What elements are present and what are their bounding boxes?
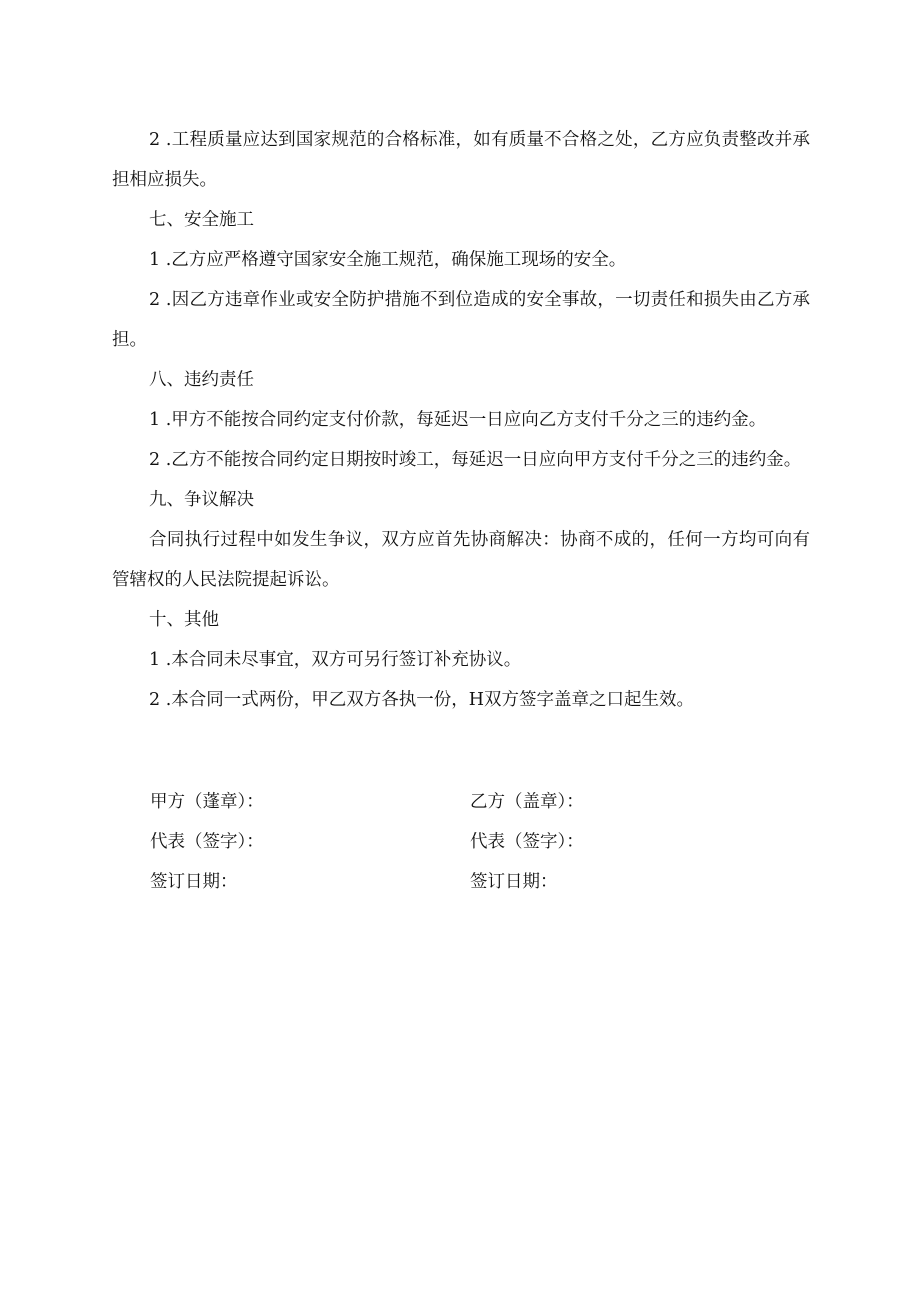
section-heading-dispute: 九、争议解决 (149, 490, 254, 510)
party-a-seal-label: 甲方（蓬章）： (150, 792, 264, 812)
clause-safety-1: 1 .乙方应严格遵守国家安全施工规范，确保施工现场的安全。 (149, 250, 627, 270)
party-a-representative-label: 代表（签字）： (150, 832, 264, 852)
party-b-date-label: 签订日期： (470, 872, 558, 892)
clause-other-2: 2 .本合同一式两份，甲乙双方各执一份，H双方签字盖章之口起生效。 (149, 690, 695, 710)
party-b-representative-label: 代表（签字）： (470, 832, 584, 852)
signature-row-seal (150, 782, 810, 822)
section-heading-liability: 八、违约责任 (149, 370, 254, 390)
party-b-seal-label: 乙方（盖章）： (470, 792, 584, 812)
section-heading-safety: 七、安全施工 (149, 210, 254, 230)
clause-other-1: 1 .本合同未尽事宜，双方可另行签订补充协议。 (149, 650, 522, 670)
signature-row-representative (150, 822, 810, 862)
clause-safety-2: 2 .因乙方违章作业或安全防护措施不到位造成的安全事故，一切责任和损失由乙方承担。 (112, 290, 810, 350)
signature-block (150, 782, 810, 902)
party-a-date-label: 签订日期： (150, 872, 238, 892)
clause-quality-2: 2 .工程质量应达到国家规范的合格标准，如有质量不合格之处，乙方应负责整改并承担相应损失。 (112, 130, 810, 190)
clause-liability-1: 1 .甲方不能按合同约定支付价款，每延迟一日应向乙方支付千分之三的违约金。 (149, 410, 767, 430)
signature-row-date (150, 862, 810, 902)
clause-liability-2: 2 .乙方不能按合同约定日期按时竣工，每延迟一日应向甲方支付千分之三的违约金。 (149, 450, 802, 470)
section-heading-other: 十、其他 (149, 610, 219, 630)
contract-body (112, 120, 810, 720)
clause-dispute: 合同执行过程中如发生争议，双方应首先协商解决：协商不成的，任何一方均可向有管辖权的人民法院提起诉讼。 (112, 530, 810, 590)
